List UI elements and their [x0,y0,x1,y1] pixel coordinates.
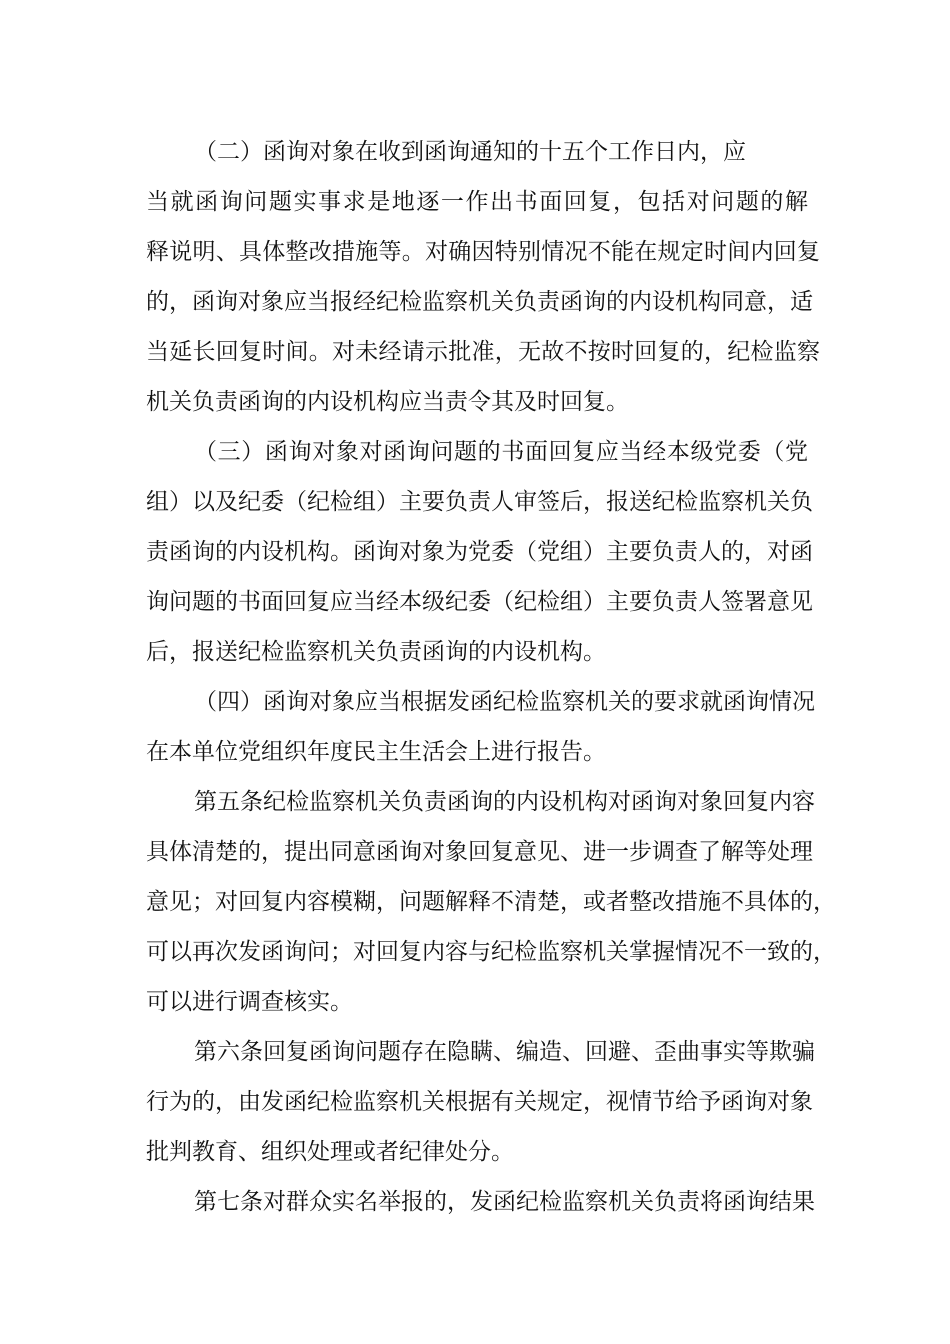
text-line: 可以再次发函询问；对回复内容与纪检监察机关掌握情况不一致的， [146,939,836,965]
text-line: 批判教育、组织处理或者纪律处分。 [146,1139,514,1165]
text-line: 的，函询对象应当报经纪检监察机关负责函询的内设机构同意，适 [146,289,813,315]
text-line: 第五条纪检监察机关负责函询的内设机构对函询对象回复内容 [194,789,815,815]
text-line: 第七条对群众实名举报的，发函纪检监察机关负责将函询结果 [194,1189,815,1215]
text-line: 机关负责函询的内设机构应当责令其及时回复。 [146,389,629,415]
text-line: （二）函询对象在收到函询通知的十五个工作日内，应 [194,139,746,165]
text-line: 在本单位党组织年度民主生活会上进行报告。 [146,739,606,765]
text-line: 询问题的书面回复应当经本级纪委（纪检组）主要负责人签署意见 [146,589,813,615]
text-line: 责函询的内设机构。函询对象为党委（党组）主要负责人的，对函 [146,539,813,565]
text-line: 行为的，由发函纪检监察机关根据有关规定，视情节给予函询对象 [146,1089,813,1115]
text-line: 可以进行调查核实。 [146,989,353,1015]
text-line: （三）函询对象对函询问题的书面回复应当经本级党委（党 [194,439,808,465]
text-line: 第六条回复函询问题存在隐瞒、编造、回避、歪曲事实等欺骗 [194,1039,815,1065]
text-line: 组）以及纪委（纪检组）主要负责人审签后，报送纪检监察机关负 [146,489,813,515]
text-line: 当就函询问题实事求是地逐一作出书面回复，包括对问题的解 [146,189,808,215]
text-line: 意见；对回复内容模糊，问题解释不清楚，或者整改措施不具体的， [146,889,836,915]
text-line: 具体清楚的，提出同意函询对象回复意见、进一步调查了解等处理 [146,839,813,865]
text-line: 当延长回复时间。对未经请示批准，无故不按时回复的，纪检监察 [146,339,820,365]
text-line: （四）函询对象应当根据发函纪检监察机关的要求就函询情况 [194,689,815,715]
text-line: 释说明、具体整改措施等。对确因特别情况不能在规定时间内回复 [146,239,820,265]
text-line: 后，报送纪检监察机关负责函询的内设机构。 [146,639,606,665]
